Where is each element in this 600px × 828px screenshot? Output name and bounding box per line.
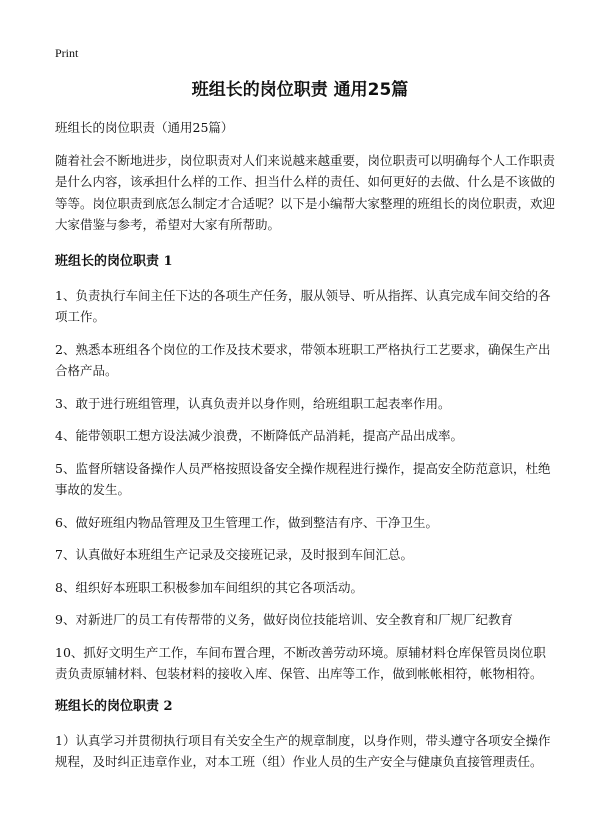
list-item: 1、负责执行车间主任下达的各项生产任务，服从领导、听从指挥、认真完成车间交给的各项工作。 xyxy=(55,287,551,324)
intro-paragraph: 随着社会不断地进步，岗位职责对人们来说越来越重要，岗位职责可以明确每个人工作职责是什么内容，该承担什么样的工作、担当什么样的责任、如何更好的去做、什么是不该做的等等。岗位职责到底怎么制定才合适呢？以下是小编帮大家整理的班组长的岗位职责，欢迎大家借鉴与参考，希望对大家有所帮助。 xyxy=(55,152,556,232)
list-item: 5、监督所辖设备操作人员严格按照设备安全操作规程进行操作，提高安全防范意识，杜绝事故的发生。 xyxy=(55,460,551,497)
list-item: 1）认真学习并贯彻执行项目有关安全生产的规章制度，以身作则，带头遵守各项安全操作规程，及时纠正违章作业，对本工班（组）作业人员的生产安全与健康负直接管理责任。 xyxy=(55,732,551,769)
list-item: 8、组织好本班职工积极参加车间组织的其它各项活动。 xyxy=(55,579,363,595)
list-item: 2、熟悉本班组各个岗位的工作及技术要求，带领本班职工严格执行工艺要求，确保生产出合格产品。 xyxy=(55,341,551,378)
list-item: 3、敢于进行班组管理，认真负责并以身作则，给班组职工起表率作用。 xyxy=(55,395,451,411)
list-item: 9、对新进厂的员工有传帮带的义务，做好岗位技能培训、安全教育和厂规厂纪教育 xyxy=(55,612,513,627)
list-item: 7、认真做好本班组生产记录及交接班记录，及时报到车间汇总。 xyxy=(55,547,413,562)
list-item: 10、抓好文明生产工作，车间布置合理，不断改善劳动环境。原辅材料仓库保管员岗位职责负责原辅材料、包装材料的接收入库、保管、出库等工作，做到帐帐相符，帐物相符。 xyxy=(55,644,546,681)
list-item: 4、能带领职工想方设法减少浪费，不断降低产品消耗，提高产品出成率。 xyxy=(55,428,463,443)
page-title: 班组长的岗位职责 通用25篇 xyxy=(191,80,409,100)
list-item: 6、做好班组内物品管理及卫生管理工作，做到整洁有序、干净卫生。 xyxy=(55,514,438,530)
document-subtitle: 班组长的岗位职责（通用25篇） xyxy=(55,120,234,135)
section-heading: 班组长的岗位职责 1 xyxy=(55,253,173,269)
section-heading: 班组长的岗位职责 2 xyxy=(55,698,173,714)
print-label: Print xyxy=(55,46,79,60)
document-body xyxy=(55,117,555,784)
